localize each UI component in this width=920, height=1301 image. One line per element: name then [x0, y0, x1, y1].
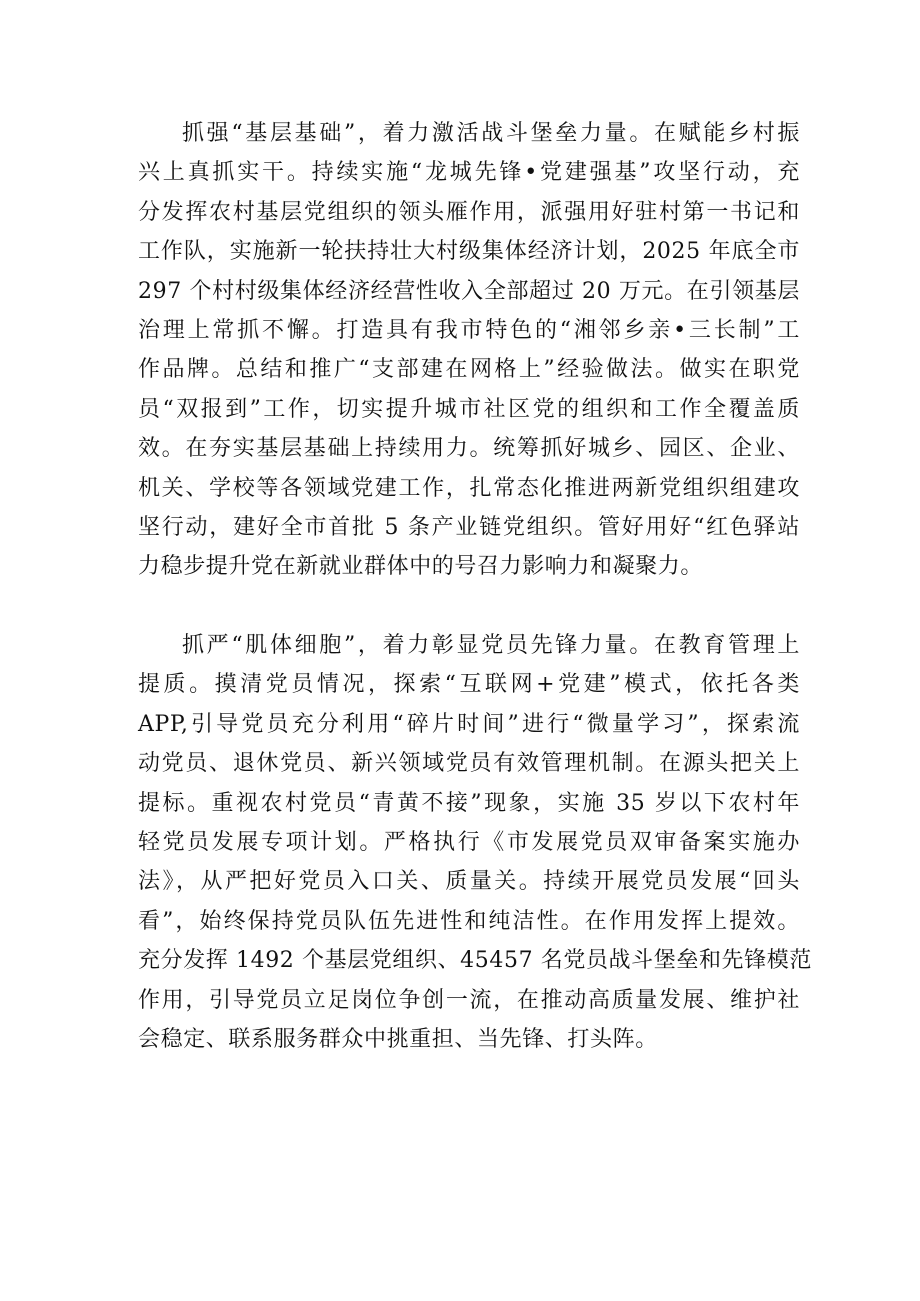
paragraph-line: 抓强“基层基础”，着力激活战斗堡垒力量。在赋能乡村振 [182, 121, 800, 146]
paragraph-line: 充分发挥 1492 个基层党组织、45457 名党员战斗堡垒和先锋模范 [138, 948, 812, 974]
paragraph-line: 力稳步提升党在新就业群体中的号召力影响力和凝聚力。 [138, 554, 704, 580]
paragraph-line: 轻党员发展专项计划。严格执行《市发展党员双审备案实施办 [138, 829, 800, 855]
paragraph-line: 分发挥农村基层党组织的领头雁作用，派强用好驻村第一书记和 [138, 199, 800, 225]
paragraph-line: 提质。摸清党员情况，探索“互联网+党建”模式，依托各类 [138, 672, 800, 698]
paragraph-line: 治理上常抓不懈。打造具有我市特色的“湘邻乡亲•三长制”工 [138, 317, 800, 343]
paragraph-line: 机关、学校等各领域党建工作，扎常态化推进两新党组织组建攻 [138, 475, 800, 501]
paragraph-line: 会稳定、联系服务群众中挑重担、当先锋、打头阵。 [138, 1026, 658, 1052]
paragraph-party-members [138, 626, 812, 1059]
paragraph-line: APP,引导党员充分利用“碎片时间”进行“微量学习”，探索流 [138, 711, 800, 737]
paragraph-grassroots-foundation [138, 114, 800, 587]
paragraph-line: 法》，从严把好党员入口关、质量关。持续开展党员发展“回头 [138, 869, 800, 895]
paragraph-line: 工作队，实施新一轮扶持壮大村级集体经济计划，2025 年底全市 [138, 239, 800, 265]
paragraph-line: 兴上真抓实干。持续实施“龙城先锋•党建强基”攻坚行动，充 [138, 160, 800, 186]
paragraph-line: 员“双报到”工作，切实提升城市社区党的组织和工作全覆盖质 [138, 396, 800, 422]
paragraph-line: 297 个村村级集体经济经营性收入全部超过 20 万元。在引领基层 [138, 278, 800, 304]
paragraph-line: 作品牌。总结和推广“支部建在网格上”经验做法。做实在职党 [138, 357, 800, 383]
paragraph-line: 看”，始终保持党员队伍先进性和纯洁性。在作用发挥上提效。 [138, 908, 800, 934]
paragraph-line: 作用，引导党员立足岗位争创一流，在推动高质量发展、维护社 [138, 987, 800, 1013]
paragraph-line: 抓严“肌体细胞”，着力彰显党员先锋力量。在教育管理上 [182, 633, 800, 658]
paragraph-line: 动党员、退休党员、新兴领域党员有效管理机制。在源头把关上 [138, 751, 800, 777]
paragraph-line: 提标。重视农村党员“青黄不接”现象，实施 35 岁以下农村年 [138, 790, 800, 816]
paragraph-line: 效。在夯实基层基础上持续用力。统筹抓好城乡、园区、企业、 [138, 436, 800, 462]
paragraph-line: 坚行动，建好全市首批 5 条产业链党组织。管好用好“红色驿站 [138, 514, 800, 540]
